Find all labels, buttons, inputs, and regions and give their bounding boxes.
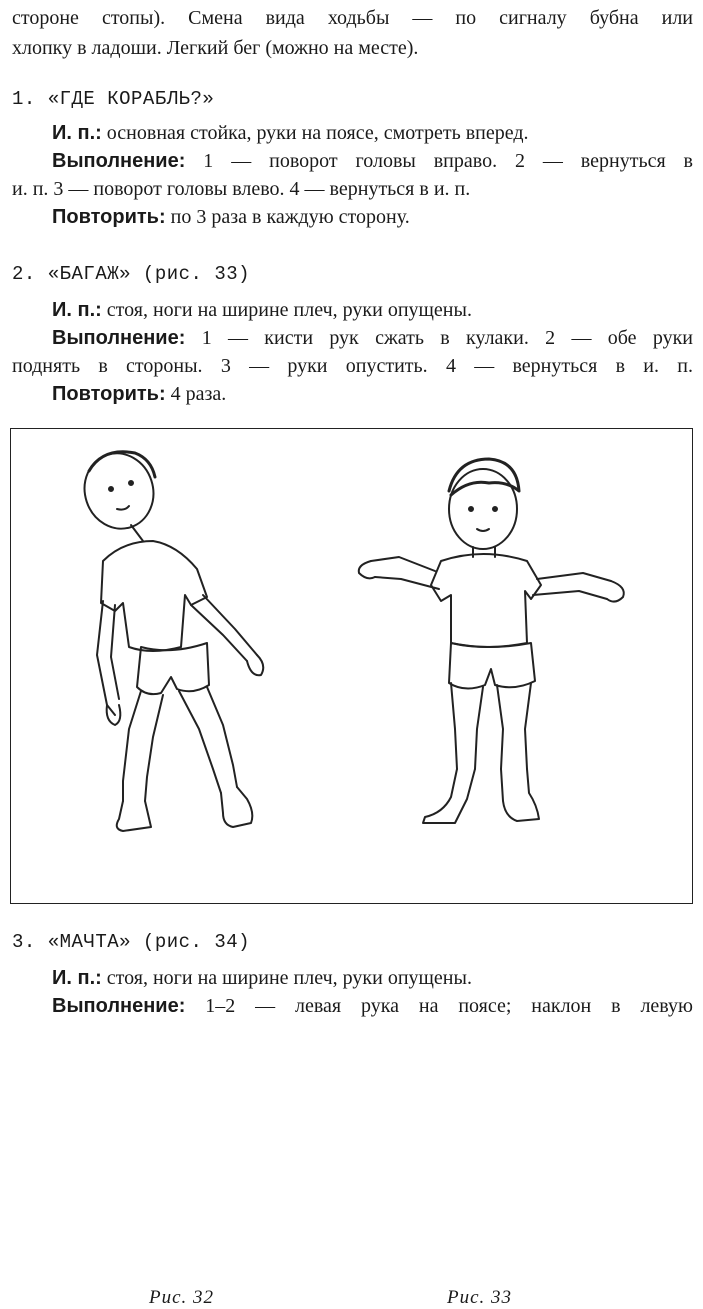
repeat-label: Повторить:: [52, 383, 166, 405]
intro-line-1: стороне стопы). Смена вида ходьбы — по сигналу бубна или: [12, 7, 693, 29]
exercise-1-ip-text: основная стойка, руки на поясе, смотреть вперед.: [101, 122, 529, 144]
boy-head-tilt-figure: [75, 444, 263, 831]
exercise-1-ip: [52, 121, 693, 145]
exercise-3-execution-text: 1–2 — левая рука на поясе; наклон в левую: [185, 995, 693, 1017]
execution-label: Выполнение:: [52, 150, 186, 172]
exercise-1-execution: [52, 149, 693, 173]
exercise-1-execution-line-2: и. п. 3 — поворот головы влево. 4 — вернуться в и. п.: [12, 178, 471, 200]
exercise-3-ip: [52, 966, 693, 990]
exercise-2-execution-text: 1 — кисти рук сжать в кулаки. 2 — обе руки: [185, 327, 693, 349]
intro-line-2: хлопку в ладоши. Легкий бег (можно на месте).: [12, 37, 419, 59]
exercise-3-execution: [52, 994, 693, 1018]
boy-arms-out-figure: [359, 459, 624, 823]
exercise-2-heading: 2. «БАГАЖ» (рис. 33): [12, 263, 251, 285]
exercise-2-execution-line-2: поднять в стороны. 3 — руки опустить. 4 — вернуться в и. п.: [12, 355, 693, 377]
repeat-label: Повторить:: [52, 206, 166, 228]
execution-label: Выполнение:: [52, 995, 186, 1017]
exercise-1-execution-text: 1 — поворот головы вправо. 2 — вернуться в: [185, 150, 693, 172]
ip-label: И. п.:: [52, 122, 102, 144]
figure-32-caption: Рис. 32: [149, 1287, 215, 1308]
exercise-3-ip-text: стоя, ноги на ширине плеч, руки опущены.: [101, 967, 472, 989]
exercise-2-ip: [52, 298, 693, 322]
exercise-1-repeat-text: по 3 раза в каждую сторону.: [165, 206, 410, 228]
exercise-2-execution: [52, 326, 693, 350]
exercise-1-repeat: [52, 205, 693, 229]
exercise-2-ip-text: стоя, ноги на ширине плеч, руки опущены.: [101, 299, 472, 321]
exercise-2-repeat: [52, 382, 693, 406]
ip-label: И. п.:: [52, 299, 102, 321]
exercise-1-heading: 1. «ГДЕ КОРАБЛЬ?»: [12, 88, 215, 110]
exercise-2-repeat-text: 4 раза.: [165, 383, 227, 405]
exercise-3-heading: 3. «МАЧТА» (рис. 34): [12, 931, 251, 953]
figure-33-caption: Рис. 33: [447, 1287, 513, 1308]
figures-illustration: [11, 429, 694, 905]
execution-label: Выполнение:: [52, 327, 186, 349]
ip-label: И. п.:: [52, 967, 102, 989]
